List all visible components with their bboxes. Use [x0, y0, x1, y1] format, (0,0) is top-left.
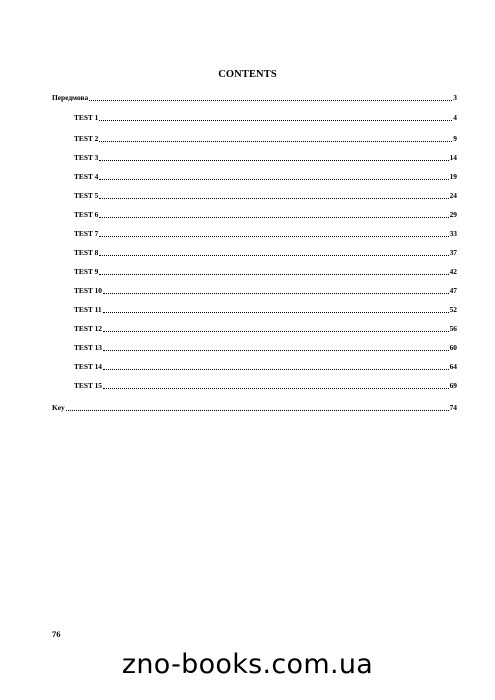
dot-leader: [99, 119, 452, 121]
toc-entry-test-11[interactable]: [74, 305, 457, 314]
dot-leader: [103, 292, 449, 294]
dot-leader: [103, 387, 449, 389]
dot-leader: [89, 99, 452, 101]
toc-entry-label: TEST 3: [74, 153, 99, 162]
toc-entry-label: TEST 13: [74, 343, 103, 352]
dot-leader: [99, 235, 448, 237]
toc-entry-label: TEST 7: [74, 229, 99, 238]
dot-leader: [99, 159, 448, 161]
dot-leader: [103, 330, 449, 332]
toc-entry-test-5[interactable]: [74, 191, 457, 200]
toc-entry-test-13[interactable]: [74, 343, 457, 352]
dot-leader: [99, 197, 448, 199]
toc-entry-test-4[interactable]: [74, 172, 457, 181]
toc-entry-page: 29: [449, 210, 457, 219]
toc-entry-label: Передмова: [52, 93, 89, 102]
toc-entry-page: 4: [453, 113, 457, 122]
toc-entry-key[interactable]: [52, 403, 457, 412]
toc-entry-test-8[interactable]: [74, 248, 457, 257]
dot-leader: [103, 311, 449, 313]
toc-entry-test-2[interactable]: [74, 134, 457, 143]
toc-entry-page: 9: [453, 134, 457, 143]
toc-entry-test-9[interactable]: [74, 267, 457, 276]
toc-entry-page: 33: [449, 229, 457, 238]
toc-entry-test-15[interactable]: [74, 381, 457, 390]
toc-entry-test-10[interactable]: [74, 286, 457, 295]
watermark: zno-books.com.ua: [121, 649, 374, 680]
toc-entry-label: TEST 14: [74, 362, 103, 371]
dot-leader: [103, 349, 449, 351]
dot-leader: [99, 254, 448, 256]
toc-entry-label: TEST 6: [74, 210, 99, 219]
toc-entry-label: TEST 12: [74, 324, 103, 333]
toc-entry-page: 42: [449, 267, 457, 276]
toc-entry-label: TEST 1: [74, 113, 99, 122]
dot-leader: [103, 368, 449, 370]
toc-entry-test-6[interactable]: [74, 210, 457, 219]
toc-entry-label: TEST 4: [74, 172, 99, 181]
dot-leader: [99, 273, 448, 275]
dot-leader: [99, 178, 448, 180]
toc-entry-test-1[interactable]: [74, 113, 457, 122]
toc-entry-page: 14: [449, 153, 457, 162]
toc-entry-label: TEST 2: [74, 134, 99, 143]
toc-entry-page: 3: [453, 93, 457, 102]
toc-entry-label: TEST 15: [74, 381, 103, 390]
toc-entry-test-12[interactable]: [74, 324, 457, 333]
toc-entry-label: TEST 5: [74, 191, 99, 200]
toc-entry-page: 64: [449, 362, 457, 371]
dot-leader: [66, 409, 449, 411]
toc-entry-page: 37: [449, 248, 457, 257]
toc-entry-page: 47: [449, 286, 457, 295]
dot-leader: [99, 140, 452, 142]
toc-entry-test-14[interactable]: [74, 362, 457, 371]
toc-entry-page: 19: [449, 172, 457, 181]
toc-entry-page: 24: [449, 191, 457, 200]
toc-entry-label: Key: [52, 403, 65, 412]
toc-entry-page: 69: [449, 381, 457, 390]
toc-entry-label: TEST 10: [74, 286, 103, 295]
page-number: 76: [52, 629, 61, 639]
toc-entry-label: TEST 8: [74, 248, 99, 257]
toc-entry-test-7[interactable]: [74, 229, 457, 238]
toc-entry-page: 52: [449, 305, 457, 314]
toc-entry-test-3[interactable]: [74, 153, 457, 162]
contents-title: CONTENTS: [218, 69, 277, 80]
dot-leader: [99, 216, 448, 218]
toc-entry-foreword[interactable]: [52, 93, 457, 102]
toc-entry-page: 60: [449, 343, 457, 352]
toc-entry-label: TEST 9: [74, 267, 99, 276]
toc-entry-page: 56: [449, 324, 457, 333]
toc-entry-page: 74: [449, 403, 457, 412]
toc-entry-label: TEST 11: [74, 305, 102, 314]
